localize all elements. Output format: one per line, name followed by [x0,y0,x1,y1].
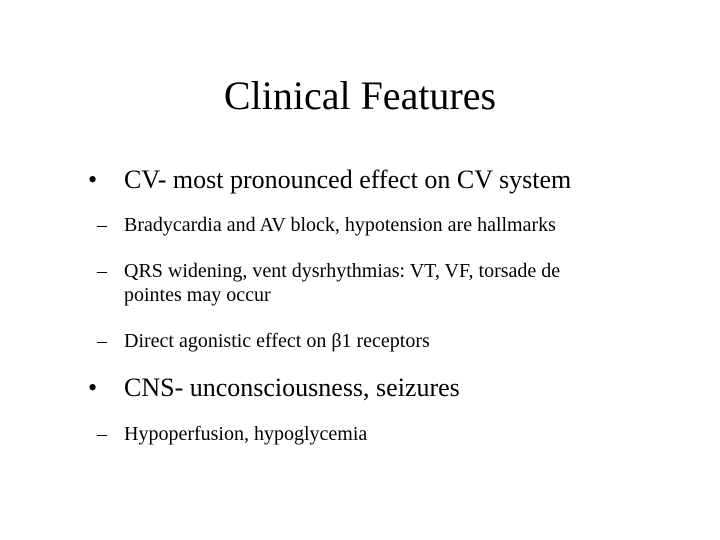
bullet-item [88,165,571,195]
bullet-text: CNS- unconsciousness, seizures [124,373,460,402]
sub-bullet-marker: – [97,423,107,445]
sub-bullet-text: Direct agonistic effect on β1 receptors [124,330,430,352]
sub-bullet-text: Bradycardia and AV block, hypotension are hallmarks [124,214,556,236]
sub-bullet-marker: – [97,330,107,352]
bullet-item [88,373,460,403]
sub-bullet-text: QRS widening, vent dysrhythmias: VT, VF, torsade de pointes may occur [124,260,561,306]
sub-bullet-marker: – [97,214,107,236]
sub-bullet-item [97,329,430,353]
sub-bullet-item [97,259,594,307]
bullet-marker: • [88,373,98,402]
sub-bullet-marker: – [97,260,107,282]
bullet-marker: • [88,165,98,194]
sub-bullet-item [97,213,556,237]
bullet-text: CV- most pronounced effect on CV system [124,165,572,194]
sub-bullet-item [97,422,367,446]
sub-bullet-text: Hypoperfusion, hypoglycemia [124,423,368,445]
slide-title: Clinical Features [223,73,497,118]
